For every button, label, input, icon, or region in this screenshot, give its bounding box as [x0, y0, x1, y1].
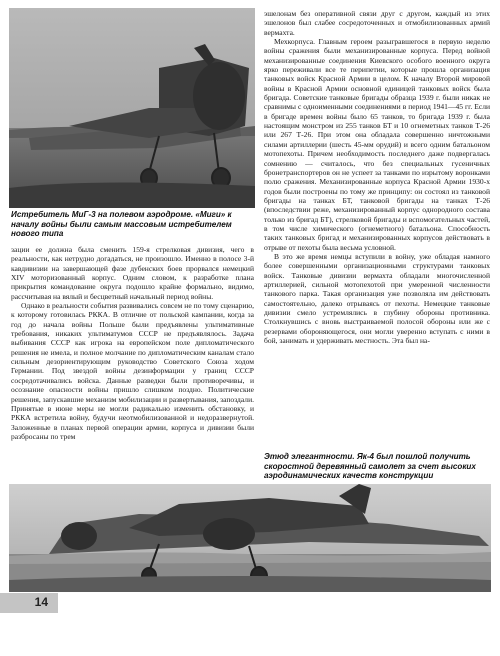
bottom-photo-caption: Этюд элегантности. Як-4 был пошлой получить скоростной деревянный самолет за счет высоких аэродинамических качеств конструкции	[264, 452, 476, 481]
left-paragraph-1: зации ее должна была сменить 159-я стрелковая дивизия, чего в реальности, как нетрудно догадаться, не произошло. Именно в полосе 3-й кавдивизии на завершающей фазе дубенских боев прорвался немецкий XIV моторизованный корпус. Одним словом, к разработке плана прикрытия командование округа подошло крайне формально, видимо, рассчитывая на вялый и бесцветный начальный период войны.	[11, 245, 254, 301]
yak4-image	[9, 484, 491, 592]
mig3-fighter-photo	[9, 8, 255, 208]
right-paragraph-3: В это же время немцы вступили в войну, уже обладая намного более совершенными организационными структурами танковых войск. Танковые дивизии вермахта обладали многочисленной артиллерией, сильной мотопехотой при умеренной численности танкового парка. Такая организация уже позволяла им действовать самостоятельно, далеко отрываясь от пехоты. Немецкие танковые дивизии смело устремлялись в глубину обороны противника. Столкнувшись с вновь выстраиваемой полосой обороны или же с резервами обороняющегося, они могли уверенно вступать с ними в бой, занимать и удерживать местность. Эта был на-	[264, 251, 490, 346]
top-photo-caption: Истребитель МиГ-3 на полевом аэродроме. «Миги» к началу войны были самым массовым истребителем нового типа	[11, 210, 232, 239]
page-number-tab	[0, 593, 58, 613]
right-text-column	[264, 9, 490, 345]
mig3-image	[9, 8, 255, 208]
yak4-bomber-photo	[9, 484, 491, 592]
left-paragraph-2: Однако в реальности события развивались совсем не по тому сценарию, к которому готовилась РККА. В отличие от польской кампании, когда за год до начала войны Польше были предъявлены ультимативные требования, никаких ультиматумов СССР не предъявлялось. Задача выбивания СССР как игрока на европейском поле дипломатического решения не имела, и полное молчание по дипломатическим каналам стало сильным дезориентирующим руководство Советского Союза ходом Германии. Под звездой войны дезинформации у границ СССР сосредотачивались войска. Данные разведки были противоречивы, и осознание опасности войны пришло слишком поздно. Политические решения, запускавшие механизм мобилизации и развертывания, запоздали. Принятые в июне меры не могли радикально изменить обстановку, и РККА встретила войну, будучи неотмобилизованной и недоразвернутой. Заложенные в планах первой операции армии, корпуса и дивизии были разбросаны по трем	[11, 301, 254, 441]
right-paragraph-1: эшелонам без оперативной связи друг с другом, каждый из этих эшелонов был слабее сосредоточенных и отмобилизованных армий вермахта.	[264, 9, 490, 37]
left-text-column	[11, 245, 254, 441]
right-paragraph-2: Мехкорпуса. Главным героем разыгравшегося в первую неделю войны сражения были механизированные корпуса. Перед войной механизированные соединения Киевского особого военного округа ярко переживали все те перипетии, которые прошла организация танковых войск Красной Армии в целом. К началу Второй мировой войны в Красной Армии основной единицей танковых войск была бригада. Советские танковые бригады образца 1939 г. были никак не сравнимы с одноименными соединениями в период 1941—45 гг. Если в бригаде времен войны было 65 танков, то бригада 1939 г. была настоящим монстром из 255 танков БТ и 10 огнеметных танков Т-26 или 267 Т-26. При этом она обладала совершенно ничтожными силами артиллерии (шесть 45-мм орудий) и всего одним батальоном мотопехоты. Причем необходимость последнего даже подвергалась сомнению — считалось, что без специальных гусеничных бронетранспортеров он не успеет за танками по изрытому воронками полю сражения. Механизированные корпуса Красной Армии 1930-х годов были построены по тому же принципу: он состоял из танковой бригады на танках БТ, танковой бригады на танках Т-26 (впоследствии реже, механизированный корпус однородного состава только из бригад БТ), стрелковой бригады и вспомогательных частей, в том числе химического (огнеметного) батальона. Способность таких танковых бригад и механизированных корпусов действовать в отрыве от пехоты была весьма условной.	[264, 37, 490, 252]
page-number: 14	[34, 595, 48, 609]
